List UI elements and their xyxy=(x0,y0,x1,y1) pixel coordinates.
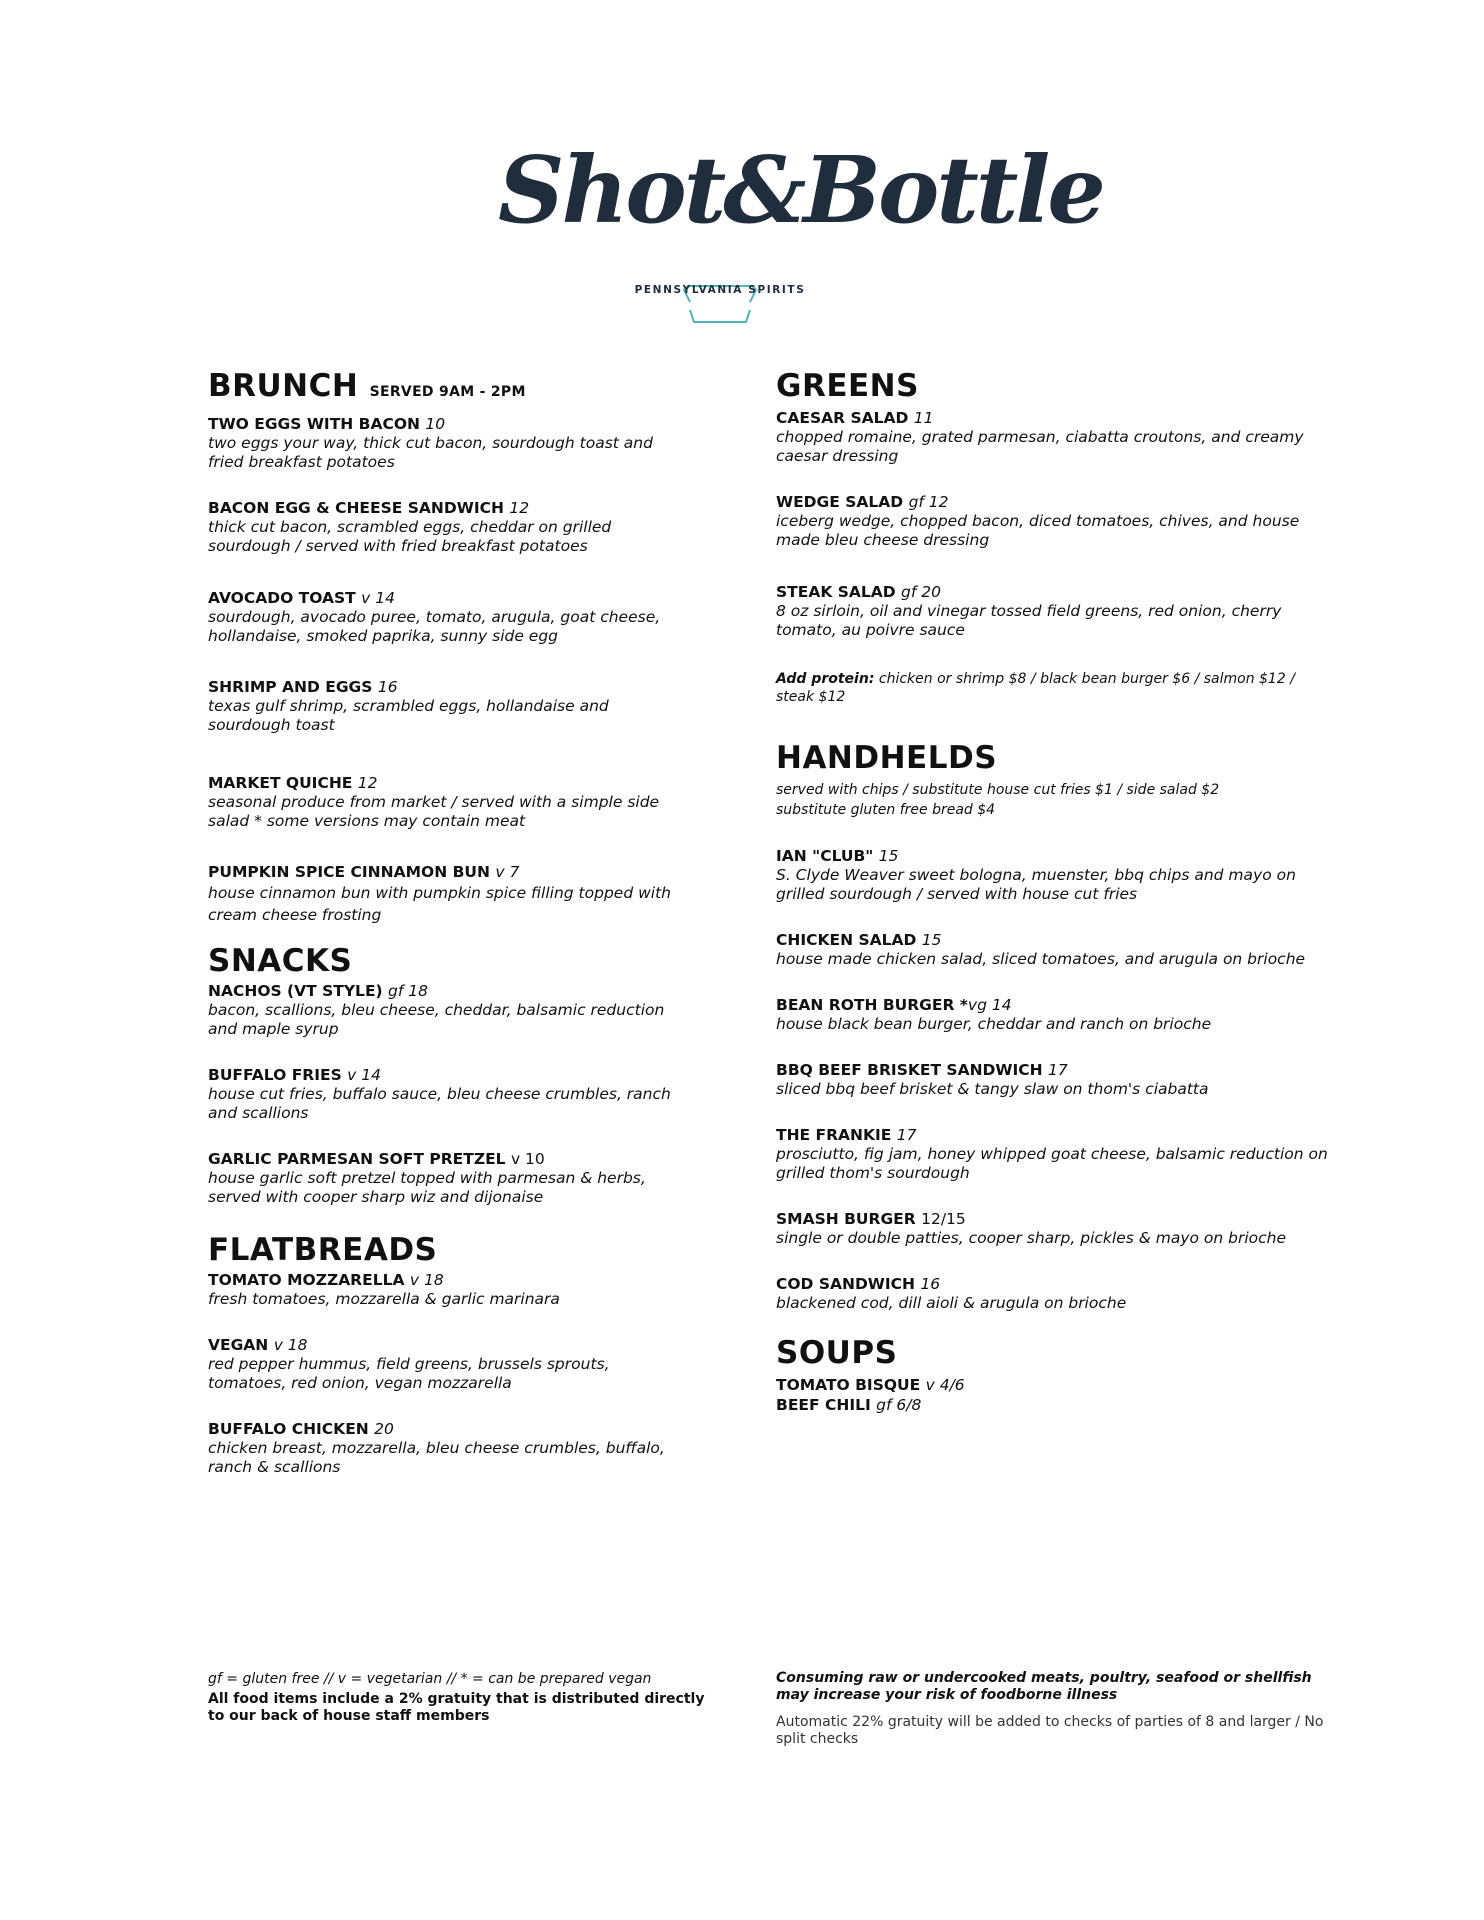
menu-item: BUFFALO FRIES v 14 house cut fries, buffalo sauce, bleu cheese crumbles, ranch and scallions xyxy=(208,1066,671,1122)
menu-item: BEAN ROTH BURGER *vg 14 house black bean burger, cheddar and ranch on brioche xyxy=(776,996,1212,1033)
menu-item: PUMPKIN SPICE CINNAMON BUN v 7 house cinnamon bun with pumpkin spice filling topped with cream cheese frosting xyxy=(208,863,671,924)
menu-item: THE FRANKIE 17 prosciutto, fig jam, honey whipped goat cheese, balsamic reduction on grilled thom's sourdough xyxy=(776,1126,1328,1182)
logo xyxy=(490,120,1103,330)
menu-item: BBQ BEEF BRISKET SANDWICH 17 sliced bbq beef brisket & tangy slaw on thom's ciabatta xyxy=(776,1061,1209,1098)
gratuity-note: All food items include a 2% gratuity that is distributed directly to our back of house staff members xyxy=(208,1691,705,1724)
menu-item: TOMATO BISQUE v 4/6 xyxy=(776,1376,965,1394)
menu-item: STEAK SALAD gf 20 8 oz sirloin, oil and vinegar tossed field greens, red onion, cherry tomato, au poivre sauce xyxy=(776,583,1282,639)
footer-warnings xyxy=(776,1670,1346,1748)
section-title-soups: SOUPS xyxy=(776,1335,898,1371)
menu-item: CHICKEN SALAD 15 house made chicken salad, sliced tomatoes, and arugula on brioche xyxy=(776,931,1306,968)
menu-item: BEEF CHILI gf 6/8 xyxy=(776,1396,922,1414)
section-title-handhelds: HANDHELDS xyxy=(776,740,998,776)
menu-item: IAN "CLUB" 15 S. Clyde Weaver sweet bologna, muenster, bbq chips and mayo on grilled sourdough / served with house cut fries xyxy=(776,847,1296,903)
menu-item: TOMATO MOZZARELLA v 18 fresh tomatoes, mozzarella & garlic marinara xyxy=(208,1271,560,1308)
logo-script: Shot&Bottle xyxy=(498,136,1103,244)
menu-item: NACHOS (VT STYLE) gf 18 bacon, scallions, bleu cheese, cheddar, balsamic reduction and maple syrup xyxy=(208,982,665,1038)
brunch-hours: SERVED 9AM - 2PM xyxy=(369,384,526,400)
right-column xyxy=(776,368,1336,1415)
menu-item: COD SANDWICH 16 blackened cod, dill aioli & arugula on brioche xyxy=(776,1275,1127,1312)
menu-item: VEGAN v 18 red pepper hummus, field greens, brussels sprouts, tomatoes, red onion, vegan mozzarella xyxy=(208,1336,610,1392)
menu-item: TWO EGGS WITH BACON 10 two eggs your way, thick cut bacon, sourdough toast and fried breakfast potatoes xyxy=(208,415,653,471)
logo-subtitle: PENNSYLVANIA SPIRITS xyxy=(634,284,806,296)
menu-item: GARLIC PARMESAN SOFT PRETZEL v 10 house garlic soft pretzel topped with parmesan & herbs, served with cooper sharp wiz and dijonaise xyxy=(208,1150,646,1206)
menu-item: BUFFALO CHICKEN 20 chicken breast, mozzarella, bleu cheese crumbles, buffalo, ranch & scallions xyxy=(208,1420,665,1476)
menu-item: SHRIMP AND EGGS 16 texas gulf shrimp, scrambled eggs, hollandaise and sourdough toast xyxy=(208,678,609,734)
left-column xyxy=(208,368,678,1477)
section-title-brunch: BRUNCH SERVED 9AM - 2PM xyxy=(208,368,526,404)
menu-item: MARKET QUICHE 12 seasonal produce from market / served with a simple side salad * some versions may contain meat xyxy=(208,774,660,830)
party-gratuity-note: Automatic 22% gratuity will be added to checks of parties of 8 and larger / No split checks xyxy=(776,1714,1324,1747)
section-title-flatbreads: FLATBREADS xyxy=(208,1232,438,1268)
menu-item: BACON EGG & CHEESE SANDWICH 12 thick cut bacon, scrambled eggs, cheddar on grilled sourdough / served with fried breakfast potatoes xyxy=(208,499,612,555)
add-protein-note: Add protein: chicken or shrimp $8 / black bean burger $6 / salmon $12 / steak $12 xyxy=(776,671,1295,705)
footer-legend xyxy=(208,1670,708,1725)
dietary-legend: gf = gluten free // v = vegetarian // * = can be prepared vegan xyxy=(208,1671,652,1687)
section-title-greens: GREENS xyxy=(776,368,919,404)
menu-item: WEDGE SALAD gf 12 iceberg wedge, chopped bacon, diced tomatoes, chives, and house made bleu cheese dressing xyxy=(776,493,1300,549)
menu-item: CAESAR SALAD 11 chopped romaine, grated parmesan, ciabatta croutons, and creamy caesar dressing xyxy=(776,409,1304,465)
foodborne-warning: Consuming raw or undercooked meats, poultry, seafood or shellfish may increase your risk of foodborne illness xyxy=(776,1670,1312,1703)
handhelds-note: served with chips / substitute house cut fries $1 / side salad $2 substitute gluten free bread $4 xyxy=(776,782,1220,818)
menu-item: SMASH BURGER 12/15 single or double patties, cooper sharp, pickles & mayo on brioche xyxy=(776,1210,1287,1247)
menu-item: AVOCADO TOAST v 14 sourdough, avocado puree, tomato, arugula, goat cheese, hollandaise, smoked paprika, sunny side egg xyxy=(208,589,661,645)
section-title-snacks: SNACKS xyxy=(208,943,353,979)
keystone-icon xyxy=(490,268,950,324)
